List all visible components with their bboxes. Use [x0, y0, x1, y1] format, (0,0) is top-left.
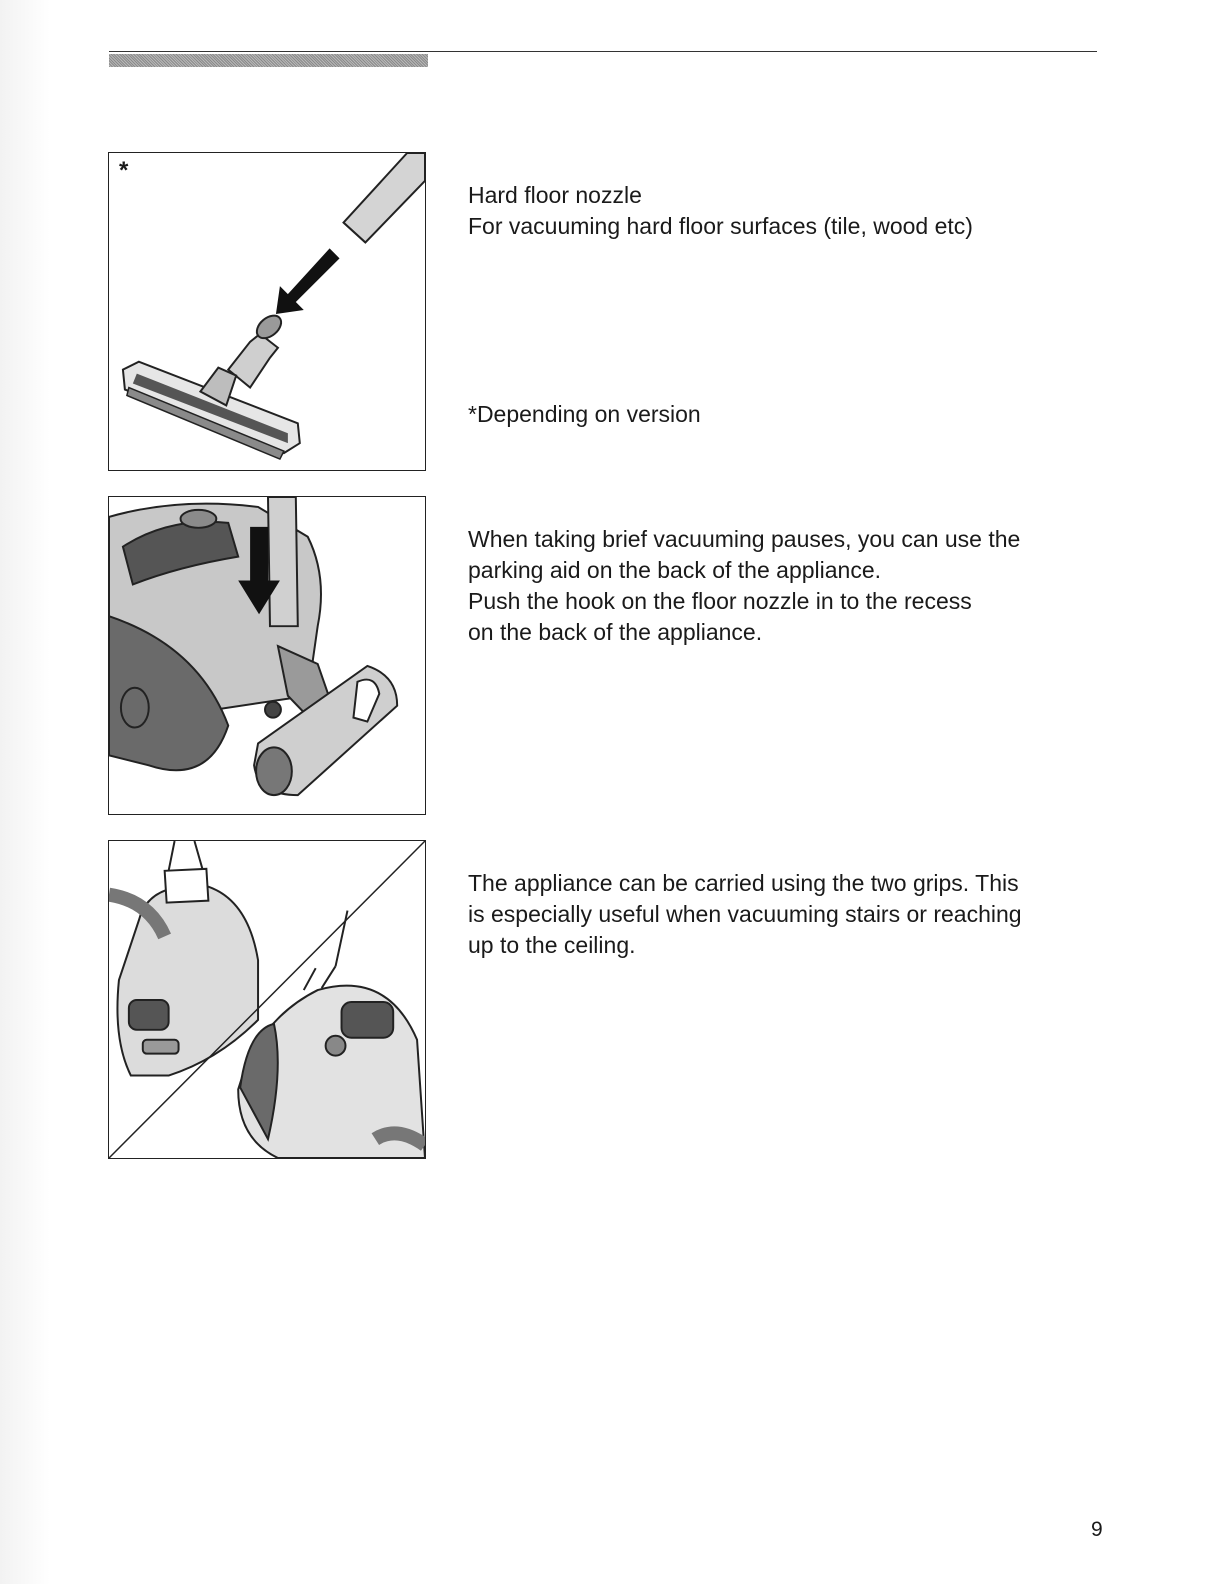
section-hard-floor-nozzle: [468, 180, 1108, 242]
figure-parking-aid: [108, 496, 426, 815]
nozzle-illustration: [109, 153, 425, 470]
header-bar: [109, 54, 428, 67]
version-note: [468, 399, 1108, 430]
parking-line-3: Push the hook on the floor nozzle in to the recess: [468, 588, 972, 614]
nozzle-description: For vacuuming hard floor surfaces (tile, wood etc): [468, 213, 973, 239]
insert-arrow: [276, 248, 340, 314]
section-parking-aid: [468, 524, 1108, 648]
parking-line-1: When taking brief vacuuming pauses, you can use the: [468, 526, 1021, 552]
carry-illustration: [109, 841, 425, 1158]
carry-line-1: The appliance can be carried using the two grips. This: [468, 870, 1019, 896]
scan-edge: [0, 0, 50, 1584]
parking-line-2: parking aid on the back of the appliance.: [468, 557, 882, 583]
section-carrying: [468, 868, 1108, 961]
nozzle-title: Hard floor nozzle: [468, 182, 642, 208]
carry-line-3: up to the ceiling.: [468, 932, 636, 958]
page-number: 9: [1091, 1518, 1103, 1541]
version-note-text: *Depending on version: [468, 401, 701, 427]
figure-carrying-grips: [108, 840, 426, 1159]
figure-hard-floor-nozzle: [108, 152, 426, 471]
header-rule: [109, 51, 1097, 52]
parking-illustration: [109, 497, 425, 814]
figure-marker: *: [119, 157, 129, 184]
carry-line-2: is especially useful when vacuuming stairs or reaching: [468, 901, 1022, 927]
parking-line-4: on the back of the appliance.: [468, 619, 763, 645]
